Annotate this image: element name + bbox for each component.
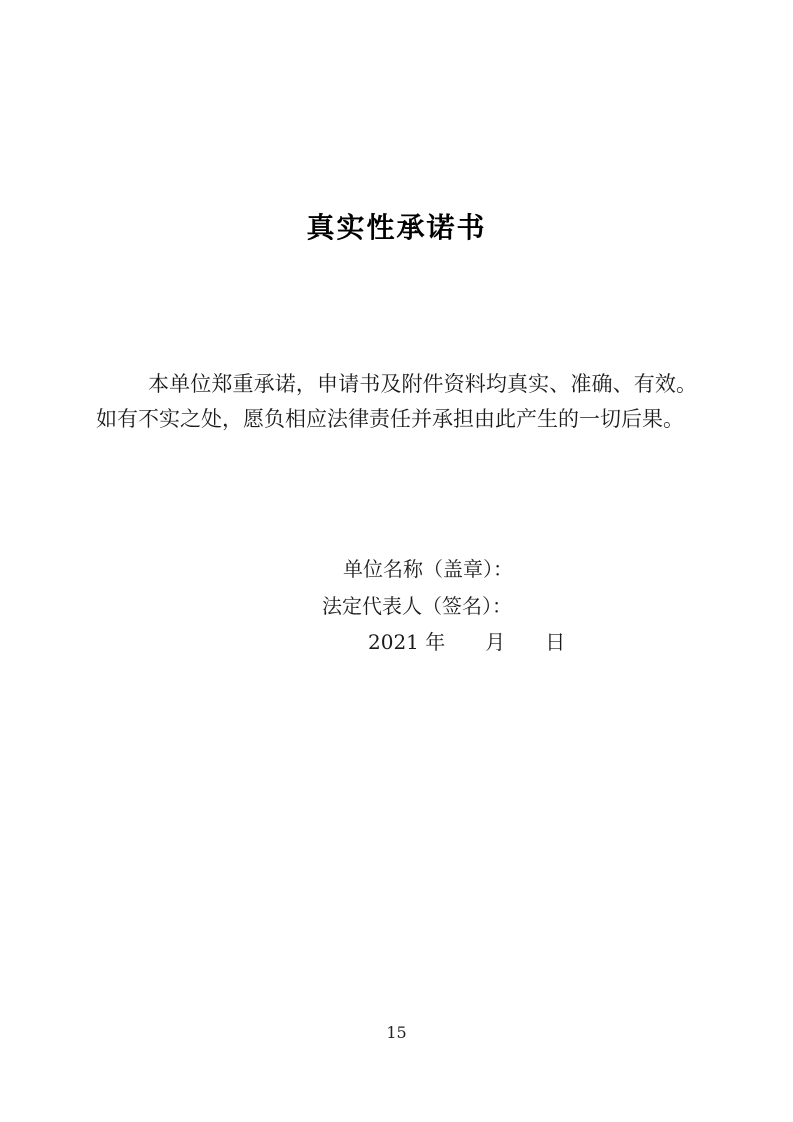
unit-name-seal-line: 单位名称（盖章）：: [343, 557, 513, 581]
page-number: 15: [386, 1023, 407, 1042]
legal-representative-signature-line: 法定代表人（签名）：: [322, 594, 512, 618]
date-line: 2021 年 月 日: [368, 630, 566, 654]
commitment-paragraph: 本单位郑重承诺，申请书及附件资料均真实、准确、有效。如有不实之处，愿负相应法律责任并承担由此产生的一切后果。: [96, 372, 697, 431]
page-title: 真实性承诺书: [306, 211, 487, 244]
